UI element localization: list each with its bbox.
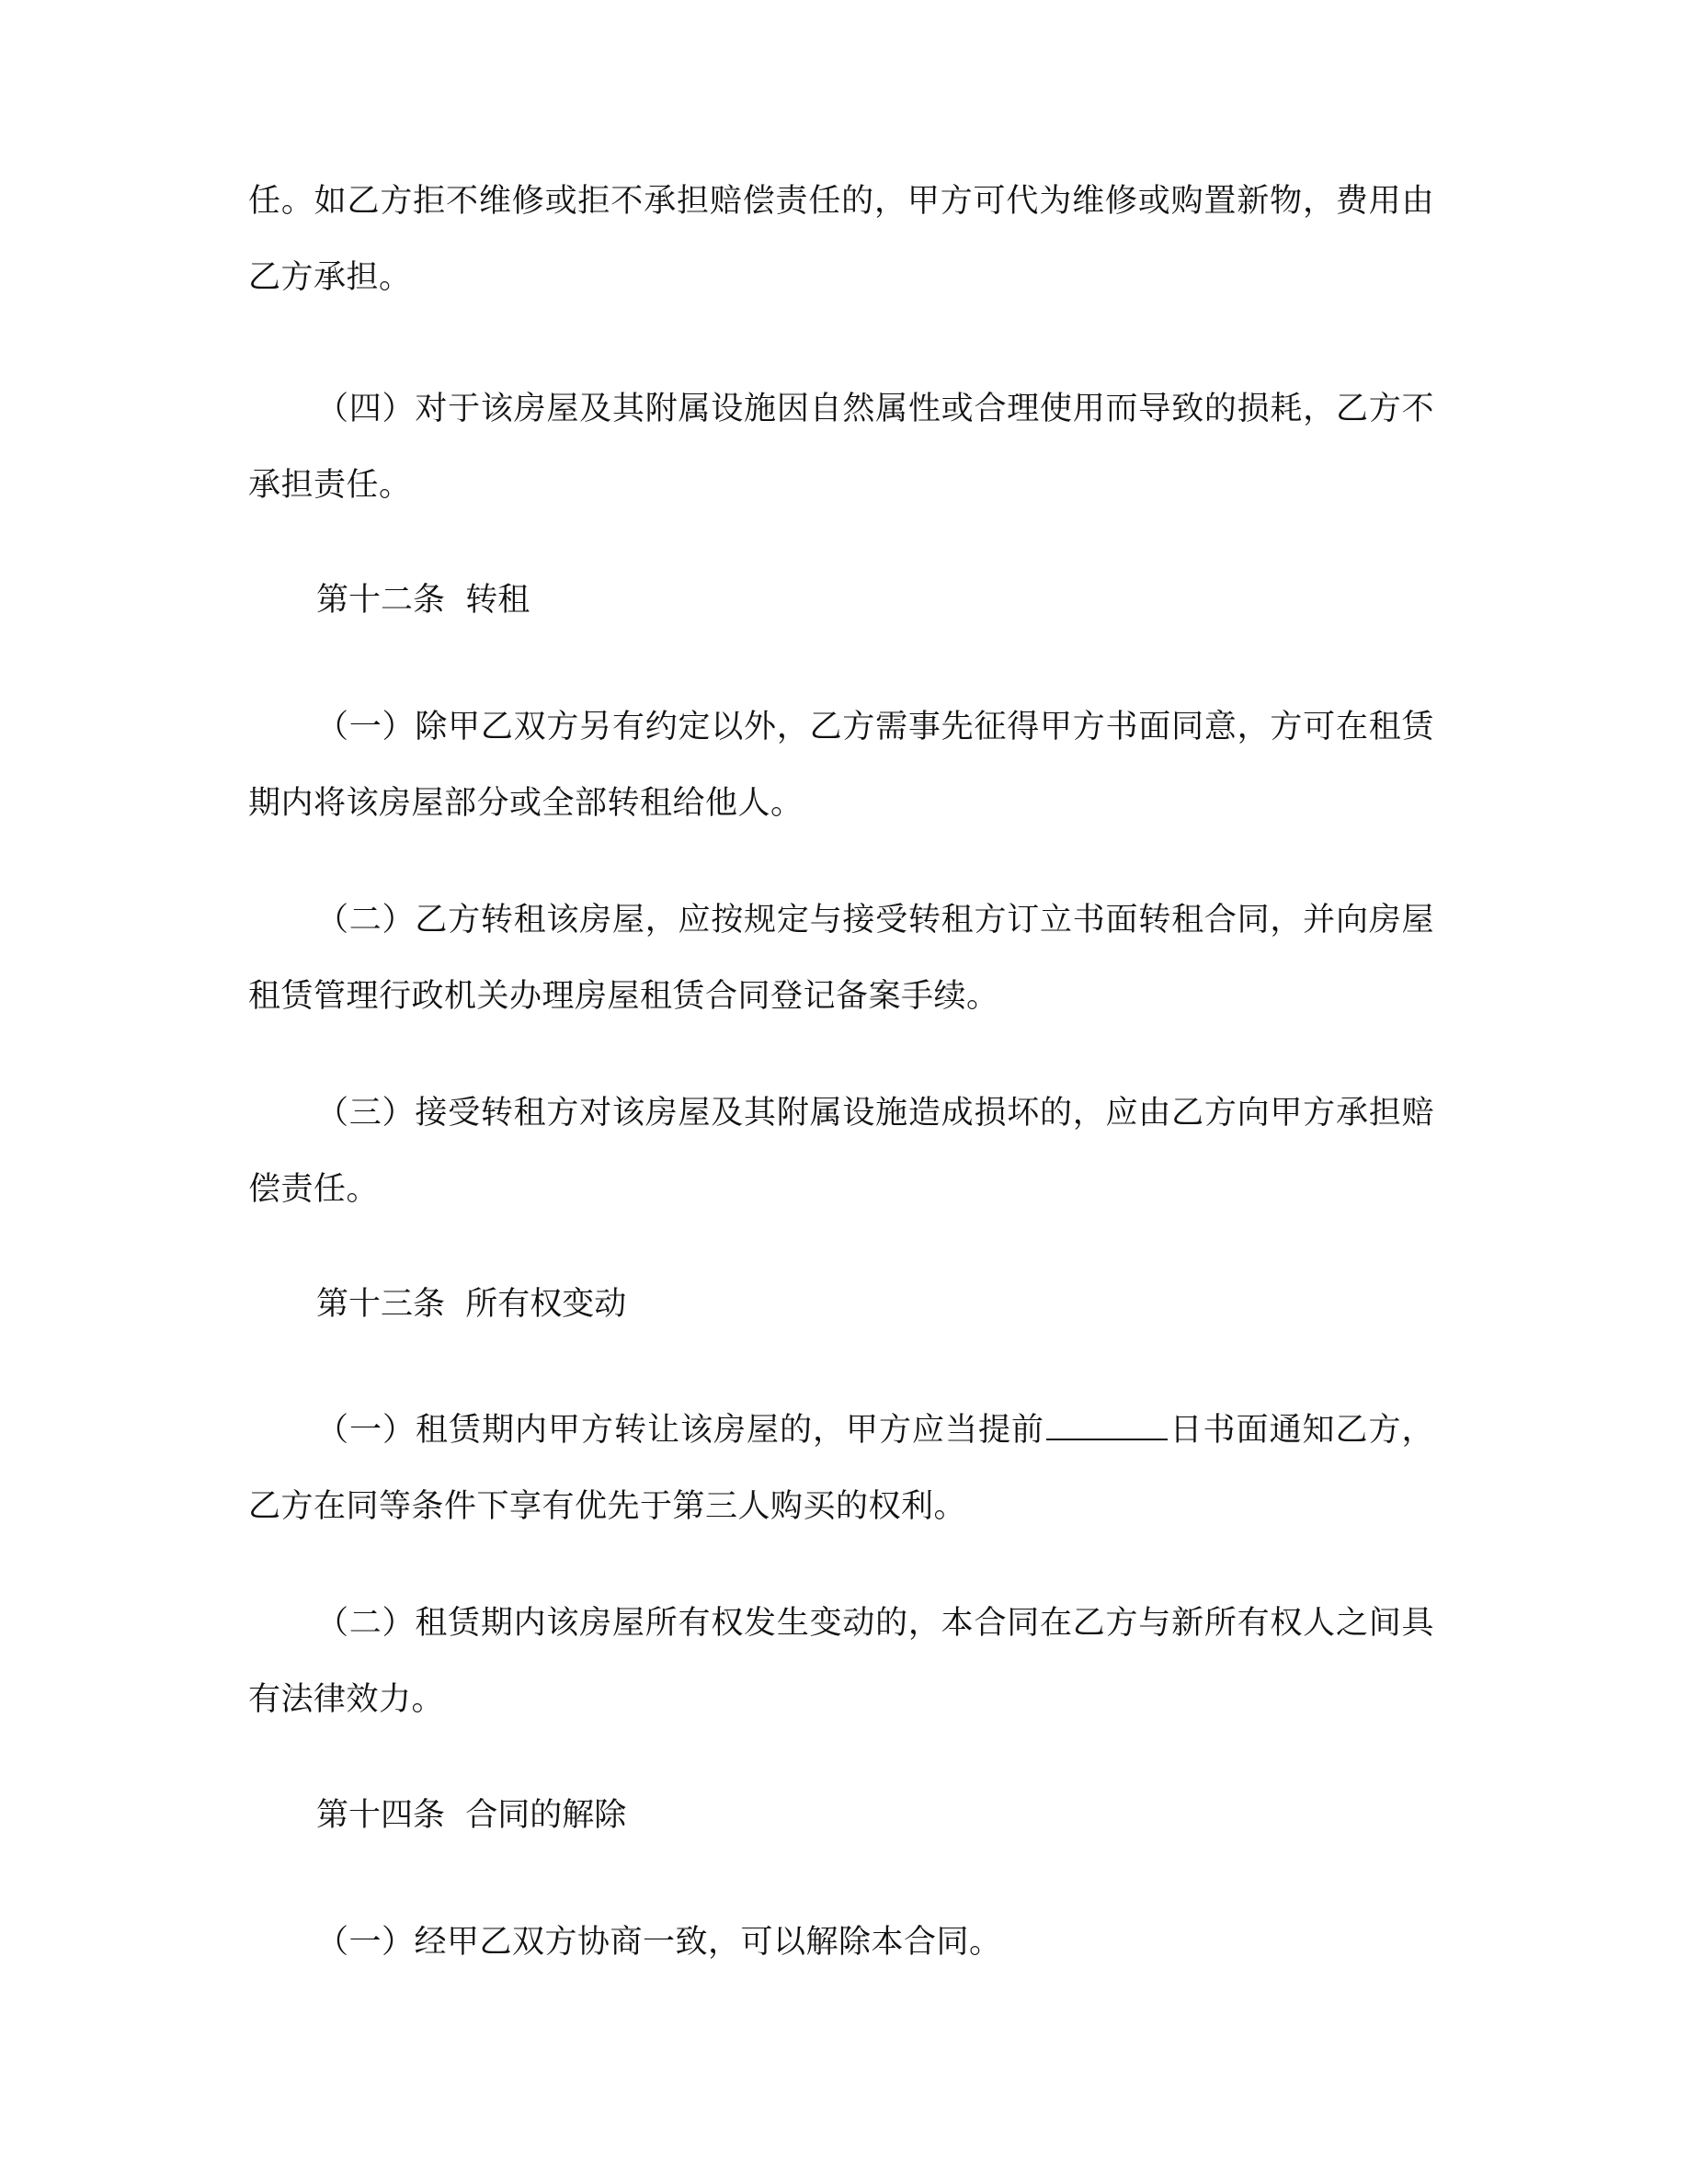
paragraph-continued: 任。如乙方拒不维修或拒不承担赔偿责任的，甲方可代为维修或购置新物，费用由乙方承担。 [248,183,1434,296]
article-13-item-1-text-after: 日书面通知乙方，乙方在同等条件下享有优先于第三人购买的权利。 [248,1412,1434,1525]
article-13-heading: 第十三条 所有权变动 [316,1286,627,1323]
article-13-item-1-text-before: （一）租赁期内甲方转让该房屋的，甲方应当提前 [316,1412,1044,1449]
paragraph-item-four: （四）对于该房屋及其附属设施因自然属性或合理使用而导致的损耗，乙方不承担责任。 [248,391,1434,504]
article-14-item-1: （一）经甲乙双方协商一致，可以解除本合同。 [316,1924,1002,1961]
article-12-heading: 第十二条 转租 [316,582,530,619]
article-13-item-1 [248,1393,1434,1545]
article-12-item-3: （三）接受转租方对该房屋及其附属设施造成损坏的，应由乙方向甲方承担赔偿责任。 [248,1095,1434,1208]
article-13-item-2: （二）租赁期内该房屋所有权发生变动的，本合同在乙方与新所有权人之间具有法律效力。 [248,1605,1434,1718]
article-14-heading: 第十四条 合同的解除 [316,1797,627,1834]
article-12-item-2: （二）乙方转租该房屋，应按规定与接受转租方订立书面转租合同，并向房屋租赁管理行政机关办理房屋租赁合同登记备案手续。 [248,902,1434,1015]
article-12-item-1: （一）除甲乙双方另有约定以外，乙方需事先征得甲方书面同意，方可在租赁期内将该房屋部分或全部转租给他人。 [248,709,1434,822]
fill-in-blank [1046,1411,1168,1440]
